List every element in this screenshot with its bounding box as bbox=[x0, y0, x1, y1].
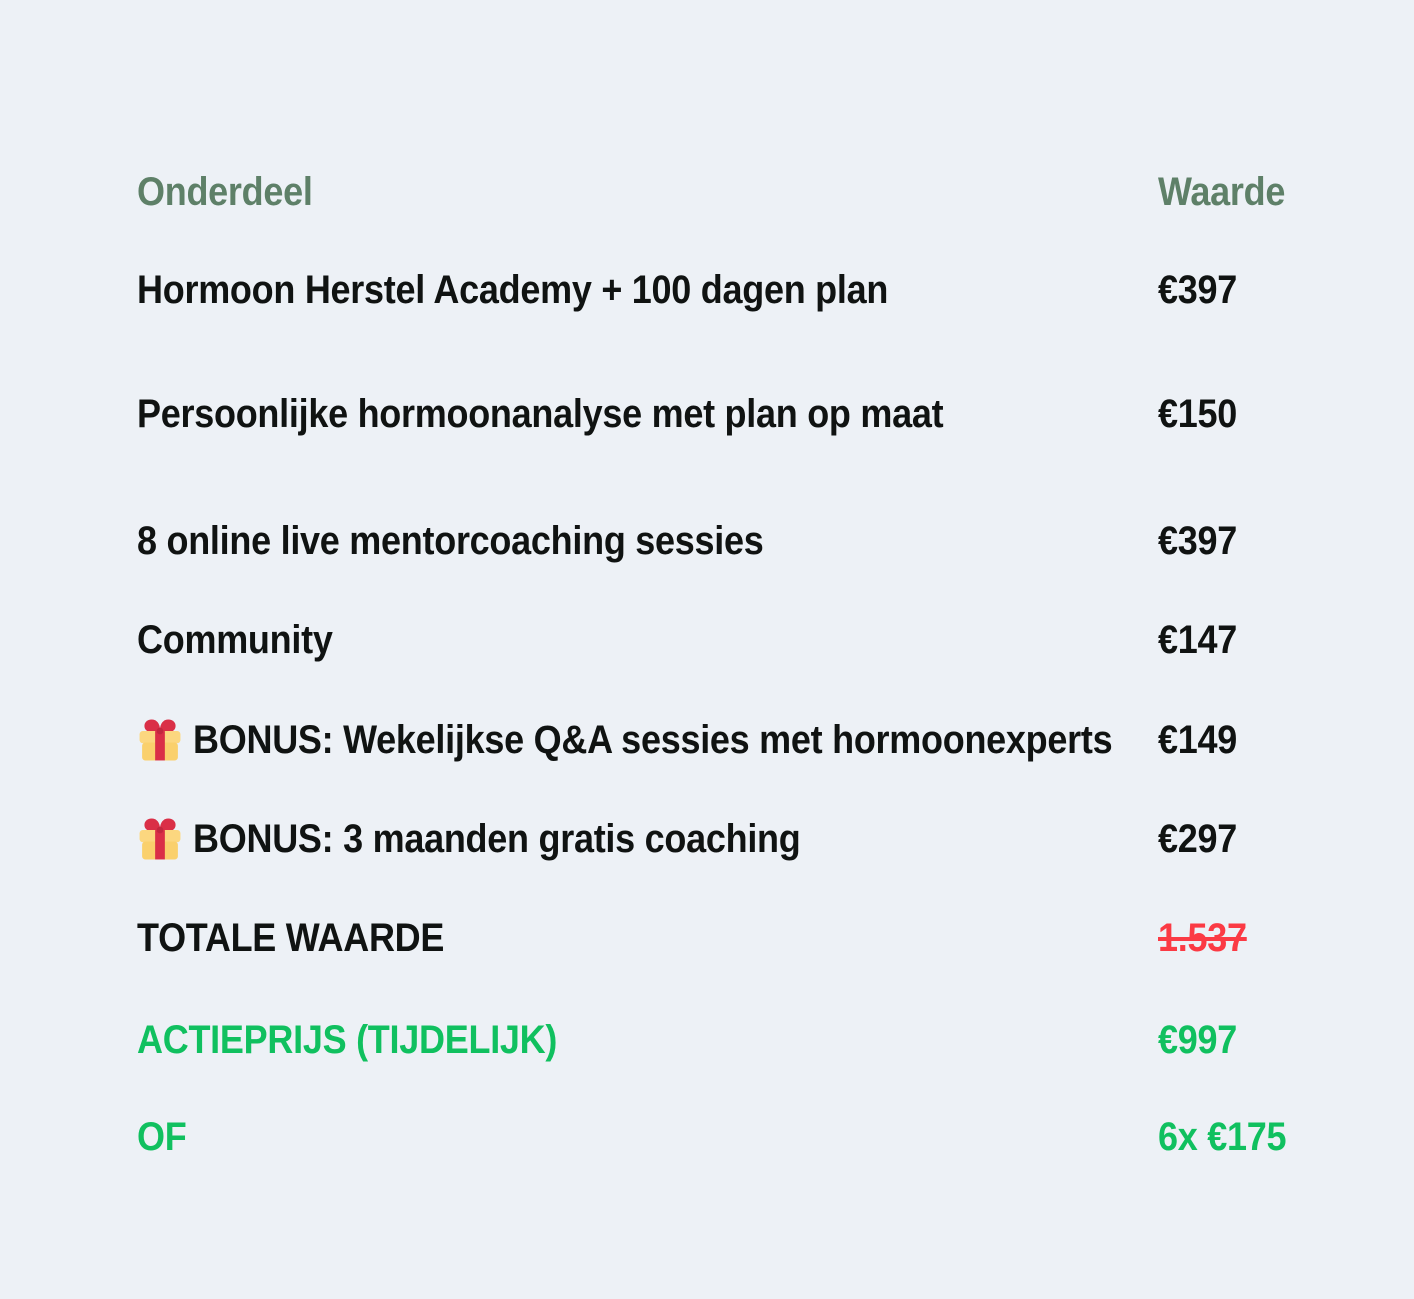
row-label-text: 8 online live mentorcoaching sessies bbox=[137, 519, 764, 563]
row-label bbox=[137, 1016, 604, 1064]
column-header-value-label: Waarde bbox=[1158, 170, 1286, 214]
row-value bbox=[1158, 266, 1246, 314]
pricing-table bbox=[0, 168, 1414, 1212]
row-label bbox=[137, 266, 972, 314]
row-value-text: €997 bbox=[1158, 1018, 1238, 1062]
row-value-strikethrough bbox=[1158, 914, 1257, 962]
row-value-text: €150 bbox=[1158, 392, 1238, 436]
column-header-component-label: Onderdeel bbox=[137, 170, 313, 214]
row-value-text: €397 bbox=[1158, 519, 1238, 563]
row-label-text: ACTIEPRIJS (TIJDELIJK) bbox=[137, 1018, 558, 1062]
table-row bbox=[0, 390, 1414, 438]
row-label-text: BONUS: Wekelijkse Q&A sessies met hormoonexperts bbox=[193, 718, 1113, 762]
row-label-text: OF bbox=[137, 1115, 187, 1159]
column-header-component bbox=[137, 168, 332, 216]
table-row bbox=[0, 517, 1414, 565]
row-label-text: Community bbox=[137, 618, 333, 662]
table-row-action-price bbox=[0, 1016, 1414, 1064]
row-value-text: €147 bbox=[1158, 618, 1238, 662]
row-label bbox=[137, 1113, 192, 1161]
table-row-installments bbox=[0, 1113, 1414, 1161]
gift-icon bbox=[137, 717, 183, 763]
row-value-text: €149 bbox=[1158, 718, 1238, 762]
row-label-text: TOTALE WAARDE bbox=[137, 916, 445, 960]
row-label bbox=[137, 815, 868, 863]
row-value bbox=[1158, 716, 1246, 764]
row-value-text: €397 bbox=[1158, 268, 1238, 312]
row-label-text: Hormoon Herstel Academy + 100 dagen plan bbox=[137, 268, 889, 312]
row-value bbox=[1158, 1113, 1301, 1161]
row-value bbox=[1158, 815, 1246, 863]
row-value-text: €297 bbox=[1158, 817, 1238, 861]
row-label bbox=[137, 390, 1033, 438]
table-row bbox=[0, 616, 1414, 664]
row-value-text: 6x €175 bbox=[1158, 1115, 1287, 1159]
row-label-text: Persoonlijke hormoonanalyse met plan op maat bbox=[137, 392, 944, 436]
row-label bbox=[137, 517, 833, 565]
table-header-row bbox=[0, 168, 1414, 216]
column-header-value bbox=[1158, 168, 1299, 216]
table-row-bonus bbox=[0, 815, 1414, 863]
table-row-total bbox=[0, 914, 1414, 962]
table-row bbox=[0, 266, 1414, 314]
row-value bbox=[1158, 616, 1246, 664]
row-value bbox=[1158, 517, 1246, 565]
row-value bbox=[1158, 390, 1246, 438]
gift-icon bbox=[137, 816, 183, 862]
row-value-text: 1.537 bbox=[1158, 916, 1247, 960]
row-value bbox=[1158, 1016, 1246, 1064]
row-label-text: BONUS: 3 maanden gratis coaching bbox=[193, 817, 801, 861]
row-label bbox=[137, 616, 354, 664]
table-row-bonus bbox=[0, 716, 1414, 764]
row-label bbox=[137, 914, 478, 962]
row-label bbox=[137, 716, 1215, 764]
